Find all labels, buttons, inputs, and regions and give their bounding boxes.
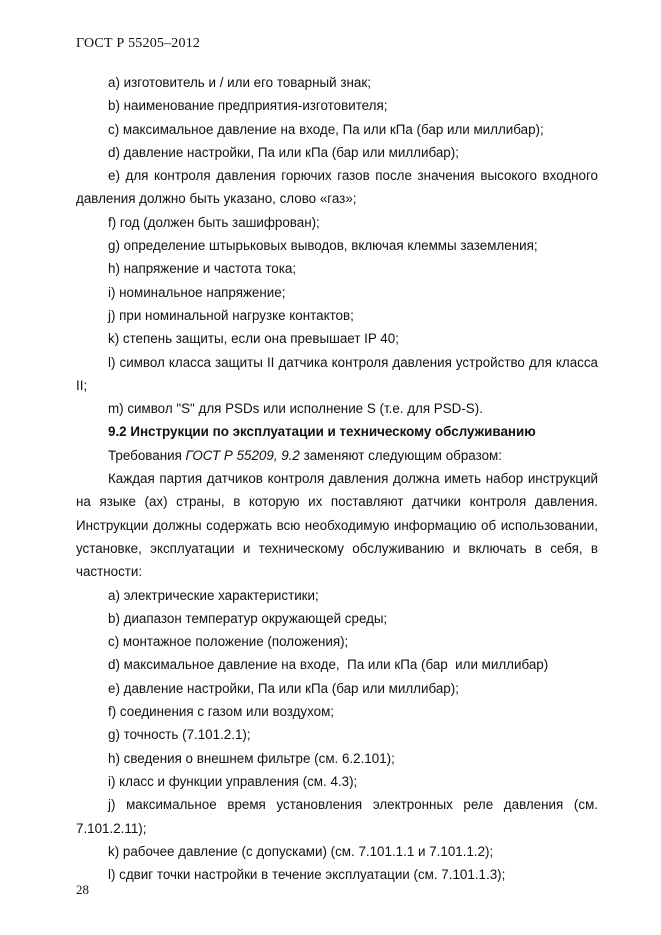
requirements-prefix: Требования bbox=[108, 447, 186, 463]
page-body bbox=[76, 71, 598, 886]
requirements-suffix: заменяют следующим образом: bbox=[299, 447, 502, 463]
list2-item-i: i) класс и функции управления (см. 4.3); bbox=[108, 773, 358, 789]
intro-paragraph: Каждая партия датчиков контроля давления должна иметь набор инструкций на языке (ах) страны, в которую их поставляют датчики контроля давления. Инструкции должны содержать всю необходимую информацию об использовании, установке, эксплуатации и техническому обслуживанию и включать в себя, в частности: bbox=[76, 471, 598, 580]
list1-item-a: a) изготовитель и / или его товарный знак; bbox=[108, 75, 371, 90]
list1-item-m: m) символ "S" для PSDs или исполнение S (т.е. для PSD-S). bbox=[108, 401, 483, 417]
list1-item-k: k) степень защиты, если она превышает IP 40; bbox=[108, 331, 399, 347]
requirements-ref: ГОСТ Р 55209, 9.2 bbox=[185, 447, 300, 463]
list1-item-i: i) номинальное напряжение; bbox=[108, 284, 286, 300]
list2-item-f: f) соединения с газом или воздухом; bbox=[108, 704, 335, 720]
list2-item-h: h) сведения о внешнем фильтре (см. 6.2.101); bbox=[108, 750, 395, 766]
list2-item-d: d) максимальное давление на входе, Па или кПа (бар или миллибар) bbox=[108, 657, 549, 673]
list2-item-j: j) максимальное время установления электронных реле давления (см. 7.101.2.11); bbox=[76, 797, 598, 836]
list2-item-e: e) давление настройки, Па или кПа (бар или миллибар); bbox=[108, 680, 459, 696]
list2-item-g: g) точность (7.101.2.1); bbox=[108, 727, 251, 743]
list1-item-l: l) символ класса защиты II датчика контроля давления устройство для класса II; bbox=[76, 354, 598, 393]
list1-item-b: b) наименование предприятия-изготовителя; bbox=[108, 98, 388, 114]
list2-item-a: a) электрические характеристики; bbox=[108, 587, 319, 603]
section-heading: 9.2 Инструкции по эксплуатации и техническому обслуживанию bbox=[108, 424, 536, 440]
page-number: 28 bbox=[76, 882, 89, 897]
list1-item-h: h) напряжение и частота тока; bbox=[108, 261, 297, 277]
list1-item-c: c) максимальное давление на входе, Па или кПа (бар или миллибар); bbox=[108, 121, 544, 137]
list1-item-j: j) при номинальной нагрузке контактов; bbox=[108, 307, 354, 323]
requirements-line bbox=[76, 444, 598, 467]
list2-item-l: l) сдвиг точки настройки в течение эксплуатации (см. 7.101.1.3); bbox=[108, 867, 506, 883]
list1-item-g: g) определение штырьковых выводов, включая клеммы заземления; bbox=[108, 238, 538, 254]
list2-item-b: b) диапазон температур окружающей среды; bbox=[108, 610, 388, 626]
list2-item-k: k) рабочее давление (с допусками) (см. 7.101.1.1 и 7.101.1.2); bbox=[108, 843, 494, 859]
list1-item-d: d) давление настройки, Па или кПа (бар или миллибар); bbox=[108, 144, 459, 160]
document-header: ГОСТ Р 55205–2012 bbox=[76, 36, 201, 51]
list1-item-e: e) для контроля давления горючих газов после значения высокого входного давления должно быть указано, слово «газ»; bbox=[76, 168, 598, 207]
list2-item-c: c) монтажное положение (положения); bbox=[108, 634, 349, 650]
list1-item-f: f) год (должен быть зашифрован); bbox=[108, 214, 320, 230]
